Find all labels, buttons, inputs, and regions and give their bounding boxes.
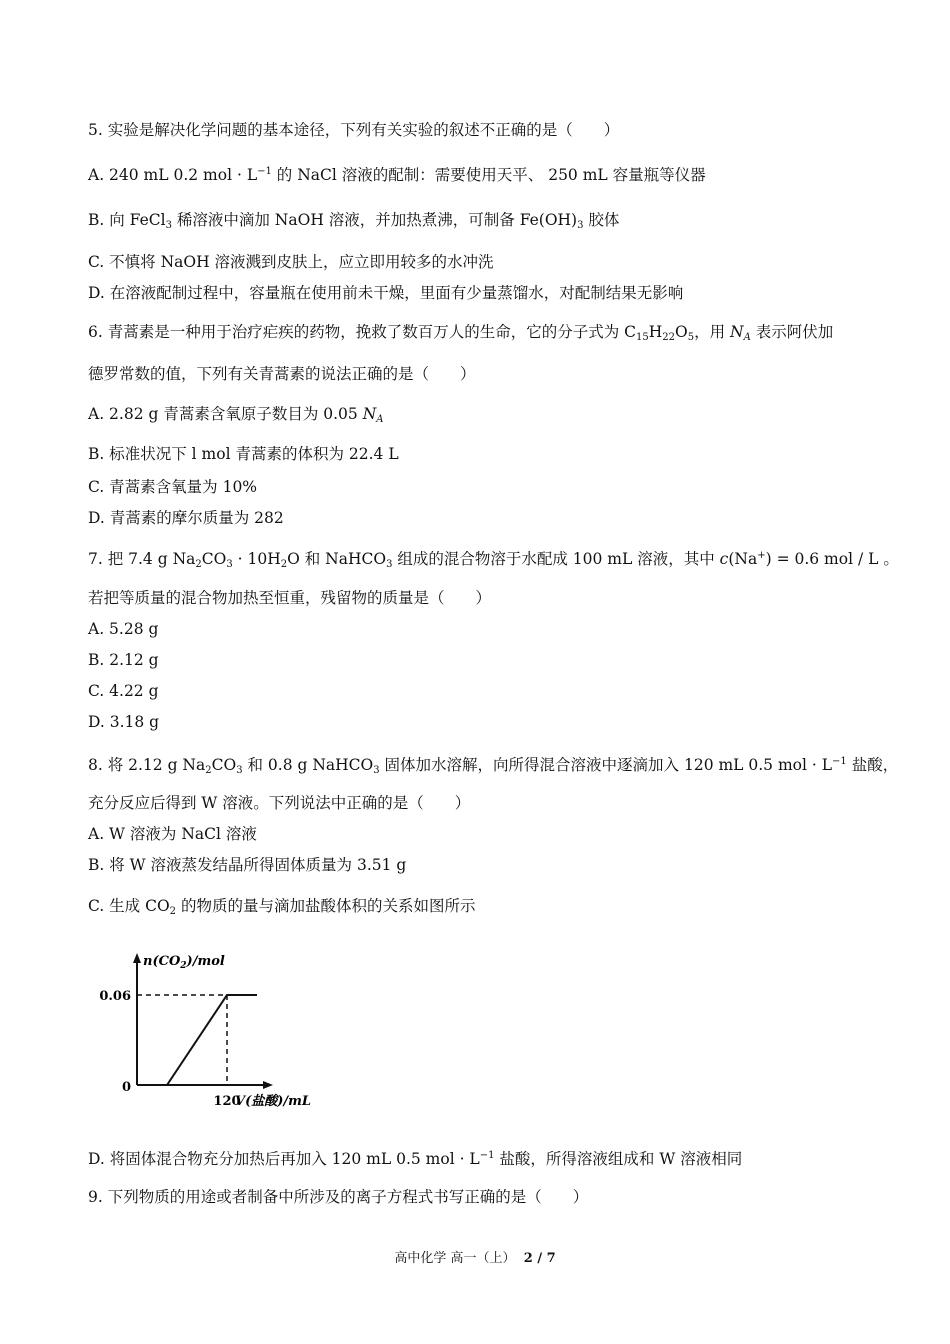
q8-t4: 盐酸， — [846, 756, 899, 774]
origin-label: 0 — [121, 1080, 131, 1095]
q8-co: CO — [211, 756, 237, 774]
q6-na: N — [730, 323, 744, 341]
q6-stem-line2: 德罗常数的值，下列有关青蒿素的说法正确的是（ ） — [88, 365, 476, 383]
q8-c-sub: 2 — [169, 906, 177, 917]
q7-stem — [88, 546, 899, 575]
y-axis-label — [143, 954, 225, 971]
q8-stem-line2: 充分反应后得到 W 溶液。下列说法中正确的是（ ） — [88, 794, 471, 812]
q8-t2: 和 0.8 g NaHCO — [242, 756, 374, 774]
q6-option-b: B. 标准状况下 l mol 青蒿素的体积为 22.4 L — [88, 445, 399, 463]
q6-option-c: C. 青蒿素含氧量为 10% — [88, 478, 258, 496]
q6-a-na: N — [362, 405, 377, 423]
q6-h: H — [648, 323, 663, 341]
q5-b-sub-2: 3 — [577, 220, 584, 231]
q5-a-text-2: 的 NaCl 溶液的配制：需要使用天平、 250 mL 容量瓶等仪器 — [271, 166, 706, 184]
q9-stem: 9. 下列物质的用途或者制备中所涉及的离子方程式书写正确的是（ ） — [88, 1188, 589, 1206]
co2-volume-chart — [95, 945, 335, 1125]
y-label-main: n(CO — [143, 954, 181, 969]
q8-d-sup: −1 — [479, 1150, 495, 1161]
q7-na: (Na — [728, 550, 758, 568]
q7-plus: + — [757, 550, 766, 561]
y-label-post: )/mol — [186, 954, 225, 969]
q7-c: c — [719, 550, 729, 568]
q5-stem: 5. 实验是解决化学问题的基本途径，下列有关实验的叙述不正确的是（ ） — [88, 121, 620, 139]
q8-d-text: D. 将固体混合物充分加热后再加入 120 mL 0.5 mol · L — [88, 1150, 480, 1168]
q6-sub-h: 22 — [662, 332, 676, 343]
q7-option-b: B. 2.12 g — [88, 651, 159, 669]
q8-sub1: 2 — [205, 765, 212, 776]
q6-option-d: D. 青蒿素的摩尔质量为 282 — [88, 509, 284, 527]
q6-stem-text: 6. 青蒿素是一种用于治疗疟疾的药物，挽救了数百万人的生命，它的分子式为 C — [88, 323, 637, 341]
q7-option-d: D. 3.18 g — [88, 713, 160, 731]
q5-b-text: B. 向 FeCl — [88, 211, 166, 229]
x-axis-label: V(盐酸)/mL — [235, 1094, 312, 1109]
q8-sub2: 3 — [236, 765, 243, 776]
q7-option-c: C. 4.22 g — [88, 682, 159, 700]
q8-c-text-2: 的物质的量与滴加盐酸体积的关系如图所示 — [176, 897, 476, 915]
q6-option-a — [88, 404, 384, 430]
q7-sub3: 2 — [280, 559, 288, 570]
q8-sup: −1 — [832, 756, 847, 767]
footer-page-number: 2 / 7 — [523, 1251, 556, 1266]
q5-b-text-2: 稀溶液中滴加 NaOH 溶液，并加热煮沸，可制备 Fe(OH) — [171, 211, 578, 229]
q6-stem-mid: ，用 — [694, 323, 731, 341]
q8-t3: 固体加水溶解，向所得混合溶液中逐滴加入 120 mL 0.5 mol · L — [379, 756, 833, 774]
q6-stem — [88, 322, 833, 348]
q5-a-text: A. 240 mL 0.2 mol · L — [88, 166, 258, 184]
q7-sub2: 3 — [226, 559, 233, 570]
q7-option-a: A. 5.28 g — [88, 620, 159, 638]
q8-d-text-2: 盐酸，所得溶液组成和 W 溶液相同 — [494, 1150, 743, 1168]
q8-sub3: 3 — [373, 765, 380, 776]
q7-t3: O 和 NaHCO — [287, 550, 387, 568]
q6-a-na-sub: A — [376, 414, 384, 425]
q8-option-a: A. W 溶液为 NaCl 溶液 — [88, 825, 257, 843]
q5-option-b — [88, 210, 619, 236]
x-tick-120: 120 — [213, 1094, 241, 1109]
y-tick-0-06: 0.06 — [99, 989, 131, 1004]
q7-t1: 7. 把 7.4 g Na — [88, 550, 196, 568]
q8-t1: 8. 将 2.12 g Na — [88, 756, 206, 774]
q6-sub-c: 15 — [636, 332, 649, 343]
q5-a-sup: −1 — [257, 166, 272, 177]
q7-sub1: 2 — [195, 559, 202, 570]
co2-series-line — [137, 995, 257, 1085]
q7-stem-line2: 若把等质量的混合物加热至恒重，残留物的质量是（ ） — [88, 589, 492, 607]
q8-option-d — [88, 1146, 742, 1169]
q8-option-b: B. 将 W 溶液蒸发结晶所得固体质量为 3.51 g — [88, 856, 407, 874]
q7-t2: · 10H — [232, 550, 281, 568]
q7-co: CO — [201, 550, 227, 568]
q6-stem-post: 表示阿伏加 — [750, 323, 834, 341]
q8-stem — [88, 752, 898, 781]
q6-o: O — [675, 323, 688, 341]
q5-b-sub: 3 — [165, 220, 172, 231]
q7-sub4: 3 — [386, 559, 393, 570]
q5-option-c: C. 不慎将 NaOH 溶液溅到皮肤上，应立即用较多的水冲洗 — [88, 253, 494, 271]
q6-na-sub: A — [743, 332, 751, 343]
q5-option-a — [88, 162, 706, 185]
y-axis-arrow — [133, 953, 141, 963]
q6-a-text: A. 2.82 g 青蒿素含氧原子数目为 0.05 — [88, 405, 363, 423]
y-label-sub: 2 — [180, 961, 187, 971]
q8-c-text: C. 生成 CO — [88, 897, 170, 915]
q8-option-c — [88, 896, 475, 922]
q5-b-text-3: 胶体 — [583, 211, 620, 229]
footer-subject: 高中化学 高一（上） — [394, 1251, 516, 1266]
page-footer — [0, 1247, 950, 1266]
q6-sub-o: 5 — [687, 332, 695, 343]
q7-t5: ) = 0.6 mol / L 。 — [765, 550, 899, 568]
q5-option-d: D. 在溶液配制过程中，容量瓶在使用前未干燥，里面有少量蒸馏水，对配制结果无影响 — [88, 284, 684, 302]
q7-t4: 组成的混合物溶于水配成 100 mL 溶液，其中 — [392, 550, 720, 568]
x-axis-arrow — [263, 1081, 273, 1089]
